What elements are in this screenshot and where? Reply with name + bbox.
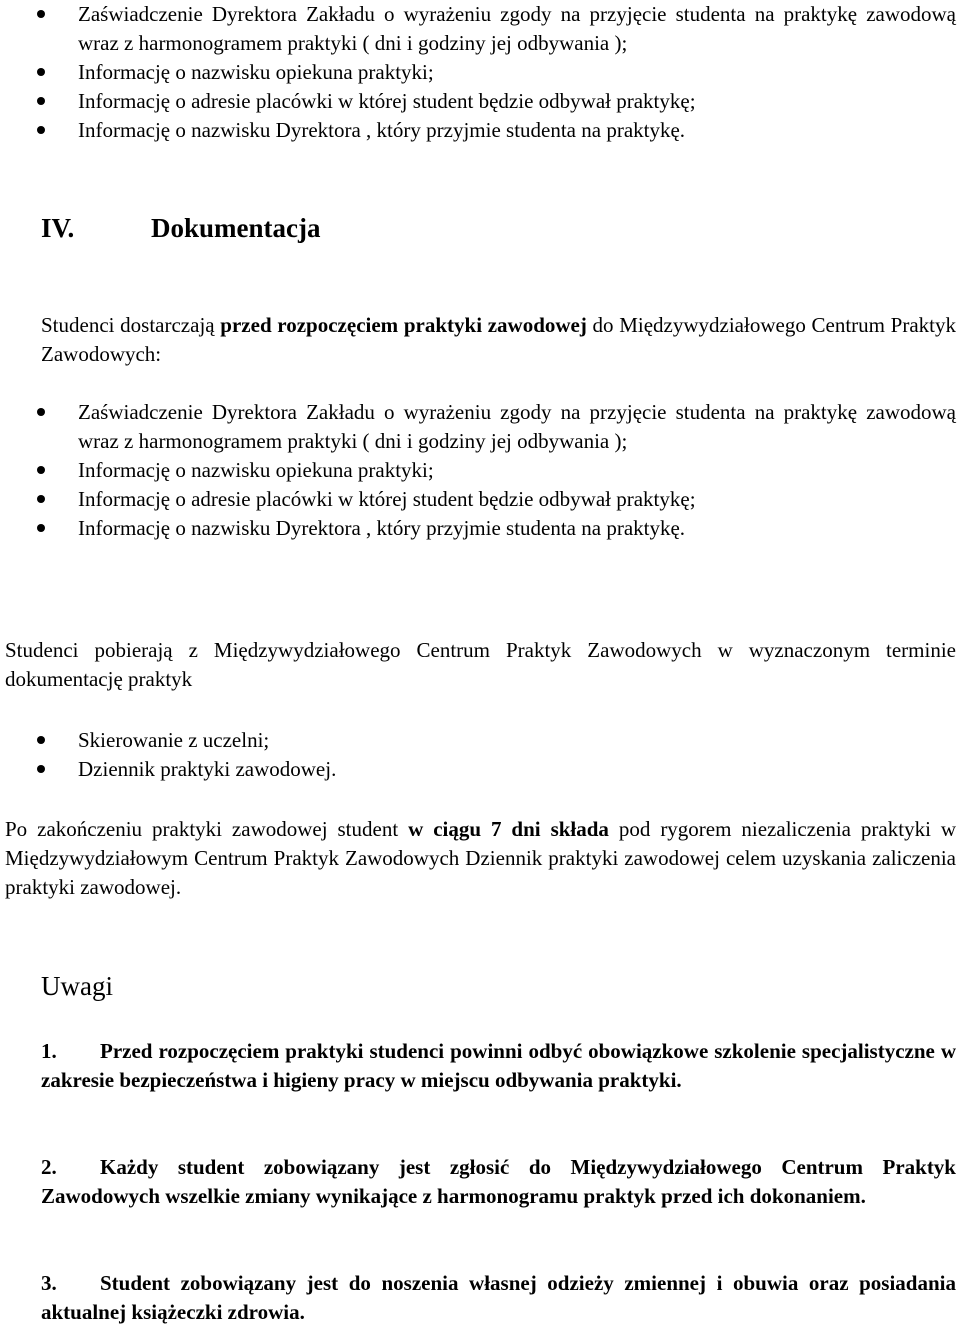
pickup-paragraph [5, 636, 956, 694]
remark-text: Przed rozpoczęciem praktyki studenci powinni odbyć obowiązkowe szkolenie specjalistyczne w zakresie bezpieczeństwa i higieny pracy w miejscu odbywania praktyki. [41, 1039, 956, 1092]
completion-text-start: Po zakończeniu praktyki zawodowej student [5, 817, 409, 841]
remark-item [41, 1153, 956, 1211]
remark-item [41, 1269, 956, 1327]
bullet-icon [37, 10, 45, 18]
intro-text-end: do Międzywydziałowego Centrum Praktyk Zawodowych: [41, 313, 956, 366]
pickup-list [0, 726, 956, 784]
list-item [0, 485, 956, 514]
intro-text-start: Studenci dostarczają [41, 313, 221, 337]
documents-list [0, 398, 956, 543]
bullet-icon [37, 736, 45, 744]
list-item-text: Informację o nazwisku Dyrektora , który przyjmie studenta na praktykę. [78, 118, 686, 142]
remark-number: 2. [41, 1155, 57, 1179]
top-requirements-list [0, 0, 956, 145]
list-item-text: Skierowanie z uczelni; [78, 728, 270, 752]
bullet-icon [37, 68, 45, 76]
bullet-icon [37, 495, 45, 503]
list-item-text: Informację o nazwisku opiekuna praktyki; [78, 60, 434, 84]
list-item-text: Zaświadczenie Dyrektora Zakładu o wyrażeniu zgody na przyjęcie studenta na praktykę zawodową wraz z harmonogramem praktyki ( dni i godziny jej odbywania ); [78, 400, 956, 453]
list-item [0, 398, 956, 456]
remark-text: Student zobowiązany jest do noszenia własnej odzieży zmiennej i obuwia oraz posiadania aktualnej książeczki zdrowia. [41, 1271, 956, 1324]
section-heading [41, 210, 321, 246]
section-title: Dokumentacja [151, 213, 321, 243]
intro-text-bold: przed rozpoczęciem praktyki zawodowej [220, 313, 587, 337]
pickup-text: Studenci pobierają z Międzywydziałowego Centrum Praktyk Zawodowych w wyznaczonym terminie dokumentację praktyk [5, 638, 956, 691]
list-item [0, 116, 956, 145]
list-item [0, 456, 956, 485]
list-item-text: Informację o nazwisku opiekuna praktyki; [78, 458, 434, 482]
bullet-icon [37, 524, 45, 532]
list-item [0, 755, 956, 784]
list-item-text: Zaświadczenie Dyrektora Zakładu o wyrażeniu zgody na przyjęcie studenta na praktykę zawodową wraz z harmonogramem praktyki ( dni i godziny jej odbywania ); [78, 2, 956, 55]
completion-text-end: pod rygorem niezaliczenia praktyki w Międzywydziałowym Centrum Praktyk Zawodowych Dziennik praktyki zawodowej celem uzyskania zaliczenia praktyki zawodowej. [5, 817, 957, 899]
remarks-heading: Uwagi [41, 971, 113, 1001]
remark-number: 3. [41, 1271, 57, 1295]
remark-text: Każdy student zobowiązany jest zgłosić do Międzywydziałowego Centrum Praktyk Zawodowych wszelkie zmiany wynikające z harmonogramu praktyk przed ich dokonaniem. [41, 1155, 956, 1208]
list-item [0, 0, 956, 58]
bullet-icon [37, 466, 45, 474]
list-item-text: Informację o nazwisku Dyrektora , który przyjmie studenta na praktykę. [78, 516, 686, 540]
list-item-text: Dziennik praktyki zawodowej. [78, 757, 337, 781]
bullet-icon [37, 408, 45, 416]
completion-paragraph [5, 815, 956, 902]
bullet-icon [37, 765, 45, 773]
list-item [0, 87, 956, 116]
list-item [0, 726, 956, 755]
completion-text-bold: w ciągu 7 dni składa [408, 817, 609, 841]
remark-item [41, 1037, 956, 1095]
bullet-icon [37, 126, 45, 134]
list-item-text: Informację o adresie placówki w której student będzie odbywał praktykę; [78, 487, 696, 511]
list-item [0, 58, 956, 87]
list-item [0, 514, 956, 543]
list-item-text: Informację o adresie placówki w której student będzie odbywał praktykę; [78, 89, 696, 113]
intro-paragraph [41, 311, 956, 369]
section-number: IV. [41, 213, 75, 243]
remark-number: 1. [41, 1039, 57, 1063]
bullet-icon [37, 97, 45, 105]
